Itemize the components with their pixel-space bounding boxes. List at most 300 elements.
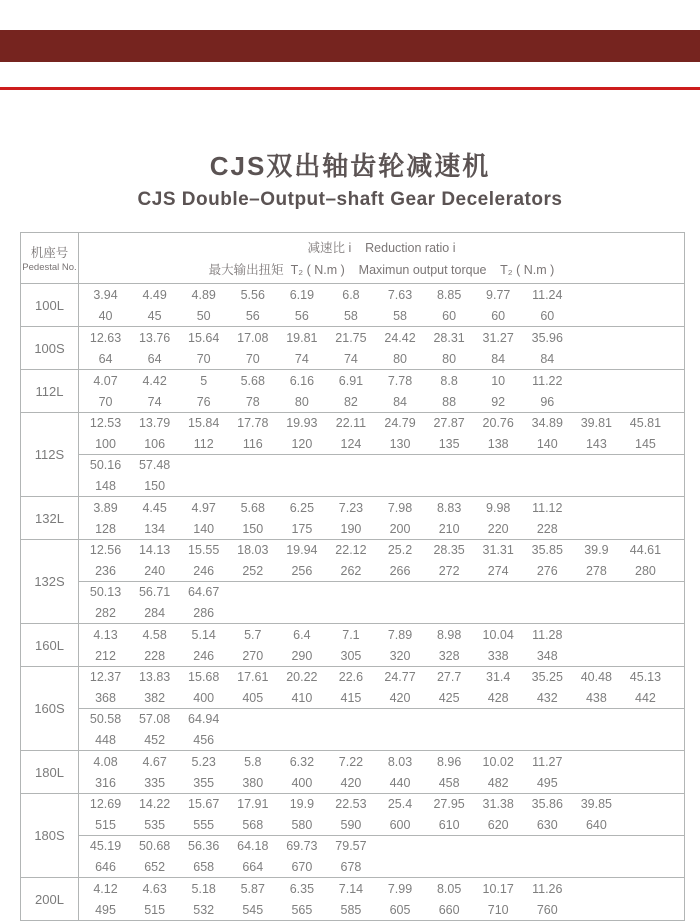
ratio-cell: 4.58 [142, 627, 167, 642]
sub-row [79, 581, 684, 623]
table-row-group [21, 284, 684, 327]
torque-cell: 134 [144, 521, 166, 536]
torque-cell: 710 [487, 902, 509, 917]
ratio-cell: 57.08 [138, 712, 171, 727]
torque-cell: 252 [242, 563, 264, 578]
torque-cell: 410 [291, 690, 313, 705]
torque-cell: 212 [95, 648, 116, 663]
torque-cell: 380 [242, 775, 264, 790]
torque-cell: 338 [487, 648, 509, 663]
ratio-cell: 50.58 [89, 712, 122, 727]
torques-line [81, 561, 670, 582]
model-label [21, 284, 79, 326]
ratio-cell: 5.14 [191, 627, 216, 642]
torque-cell: 580 [291, 817, 313, 832]
reduction-ratio-header: 减速比 i Reduction ratio i [307, 241, 456, 255]
table-row-group [21, 370, 684, 413]
ratio-cell: 7.89 [387, 627, 413, 642]
red-divider-line [0, 87, 700, 90]
ratio-cell: 56.36 [188, 839, 220, 854]
torque-cell: 640 [585, 817, 607, 832]
ratio-cell: 22.11 [335, 416, 367, 431]
ratio-cell: 3.94 [93, 287, 118, 302]
data-area [79, 667, 684, 750]
data-area [79, 878, 684, 920]
ratio-cell: 50.68 [138, 839, 171, 854]
ratio-cell: 11.28 [532, 627, 563, 642]
ratio-cell: 25.4 [387, 797, 413, 812]
torque-cell: 74 [343, 351, 358, 366]
torque-cell: 660 [438, 902, 460, 917]
ratio-cell: 13.76 [138, 330, 171, 345]
sub-row [79, 327, 684, 369]
ratio-cell: 20.76 [482, 416, 514, 431]
top-banner-bar [0, 30, 700, 62]
model-name-text: 100L [35, 297, 64, 313]
ratio-cell: 8.96 [436, 754, 462, 769]
torque-cell: 284 [144, 605, 166, 620]
data-area [79, 284, 684, 326]
ratio-cell: 5.87 [240, 881, 265, 896]
torques-line [81, 476, 670, 497]
sub-row [79, 413, 684, 454]
ratio-cell: 3.89 [93, 500, 118, 515]
ratio-cell: 4.97 [191, 500, 216, 515]
torque-cell: 150 [144, 478, 166, 493]
model-name-text: 200L [35, 891, 64, 907]
torque-cell: 262 [340, 563, 362, 578]
ratio-cell: 10.04 [482, 627, 514, 642]
torque-cell: 495 [95, 902, 116, 917]
ratio-cell: 15.67 [188, 797, 220, 812]
torque-cell: 148 [95, 478, 116, 493]
sub-row [79, 835, 684, 877]
torque-cell: 70 [245, 351, 260, 366]
torques-line [81, 815, 670, 836]
ratio-cell: 8.8 [440, 373, 458, 388]
torque-cell: 236 [95, 563, 116, 578]
table-row-group [21, 413, 684, 497]
ratio-cell: 35.86 [531, 797, 563, 812]
torque-cell: 64 [98, 351, 113, 366]
ratio-cell: 64.67 [188, 585, 220, 600]
ratio-cell: 6.91 [338, 373, 364, 388]
ratio-cell: 7.98 [387, 500, 413, 515]
torque-cell: 84 [393, 394, 407, 409]
data-area [79, 413, 684, 496]
ratio-cell: 4.07 [93, 373, 118, 388]
ratio-cell: 24.79 [384, 416, 416, 431]
ratio-cell: 14.13 [138, 543, 171, 558]
ratio-cell: 4.45 [142, 500, 167, 515]
torque-cell: 140 [536, 436, 558, 451]
torque-cell: 220 [487, 521, 509, 536]
ratio-cell: 7.78 [387, 373, 413, 388]
torque-cell: 442 [635, 690, 656, 705]
torque-cell: 515 [95, 817, 116, 832]
ratio-cell: 7.1 [342, 627, 360, 642]
torque-cell: 515 [144, 902, 166, 917]
ratio-cell: 8.03 [387, 754, 413, 769]
ratio-cell: 10.02 [482, 754, 514, 769]
ratio-cell: 8.85 [436, 287, 462, 302]
torque-cell: 92 [491, 394, 506, 409]
torque-cell: 545 [242, 902, 264, 917]
ratio-cell: 57.48 [138, 458, 171, 473]
torque-cell: 760 [536, 902, 558, 917]
torque-cell: 368 [95, 690, 116, 705]
torque-cell: 145 [635, 436, 656, 451]
torque-cell: 70 [196, 351, 211, 366]
torque-cell: 106 [144, 436, 166, 451]
ratio-cell: 5.7 [244, 627, 262, 642]
ratio-cell: 50.13 [89, 585, 122, 600]
ratio-cell: 18.03 [237, 543, 269, 558]
ratio-cell: 14.22 [138, 797, 171, 812]
ratio-cell: 4.13 [93, 627, 118, 642]
table-row-group [21, 751, 684, 794]
torque-cell: 286 [193, 605, 215, 620]
torque-cell: 150 [242, 521, 264, 536]
ratio-cell: 31.27 [482, 330, 514, 345]
table-row-group [21, 667, 684, 751]
torque-cell: 452 [144, 732, 166, 747]
ratio-cell: 34.89 [531, 416, 563, 431]
table-body [21, 284, 684, 920]
torque-cell: 143 [585, 436, 607, 451]
torque-cell: 565 [291, 902, 313, 917]
ratio-cell: 64.94 [188, 712, 220, 727]
ratios-line [81, 540, 670, 561]
ratio-cell: 20.22 [286, 670, 318, 685]
table-row-group [21, 540, 684, 624]
torque-cell: 355 [193, 775, 215, 790]
ratio-cell: 10.17 [482, 881, 514, 896]
torque-cell: 316 [95, 775, 116, 790]
torque-cell: 420 [389, 690, 411, 705]
sub-row [79, 540, 684, 581]
ratio-cell: 7.14 [338, 881, 364, 896]
ratio-cell: 24.77 [384, 670, 416, 685]
torque-cell: 60 [442, 308, 457, 323]
torque-cell: 278 [585, 563, 607, 578]
table-row-group [21, 878, 684, 920]
torques-line [81, 305, 670, 326]
ratio-cell: 19.94 [286, 543, 318, 558]
torque-cell: 585 [340, 902, 362, 917]
torques-line [81, 772, 670, 793]
model-name-text: 112S [34, 447, 65, 462]
ratios-line [81, 709, 670, 730]
sub-row [79, 751, 684, 793]
ratio-cell: 8.05 [436, 881, 462, 896]
torque-cell: 175 [291, 521, 313, 536]
ratio-cell: 15.68 [188, 670, 220, 685]
ratio-cell: 5.56 [240, 287, 265, 302]
torque-cell: 74 [294, 351, 309, 366]
ratios-line [81, 624, 670, 645]
torque-cell: 78 [245, 394, 260, 409]
pedestal-header-cell [21, 233, 79, 283]
torque-cell: 135 [438, 436, 460, 451]
ratio-cell: 5.18 [191, 881, 216, 896]
model-label [21, 497, 79, 539]
torque-cell: 320 [389, 648, 411, 663]
pedestal-label-en: Pedestal No. [22, 262, 77, 273]
model-label [21, 370, 79, 412]
model-label [21, 624, 79, 666]
ratio-cell: 22.6 [338, 670, 364, 685]
ratio-cell: 22.12 [335, 543, 367, 558]
torque-cell: 555 [193, 817, 215, 832]
ratio-cell: 7.23 [338, 500, 364, 515]
ratios-line [81, 284, 670, 305]
torque-cell: 630 [536, 817, 558, 832]
ratio-cell: 27.7 [436, 670, 462, 685]
ratio-cell: 25.2 [387, 543, 413, 558]
ratio-cell: 13.79 [138, 416, 171, 431]
page-title-english: CJS Double–Output–shaft Gear Decelerators [137, 189, 563, 210]
sub-row [79, 708, 684, 750]
ratios-line [81, 370, 670, 391]
ratio-cell: 35.96 [531, 330, 563, 345]
torque-cell: 482 [487, 775, 509, 790]
torque-cell: 246 [193, 648, 215, 663]
pedestal-label-cn: 机座号 [30, 246, 69, 260]
ratio-cell: 6.32 [289, 754, 315, 769]
torque-cell: 652 [144, 859, 166, 874]
torque-cell: 400 [291, 775, 313, 790]
torque-cell: 210 [438, 521, 460, 536]
data-area [79, 497, 684, 539]
ratio-cell: 7.99 [387, 881, 413, 896]
torque-cell: 400 [193, 690, 215, 705]
ratio-cell: 19.9 [289, 797, 315, 812]
torque-cell: 646 [95, 859, 116, 874]
ratio-cell: 4.49 [142, 287, 167, 302]
model-label [21, 751, 79, 793]
torque-cell: 535 [144, 817, 166, 832]
ratio-cell: 9.98 [486, 500, 511, 515]
data-area [79, 370, 684, 412]
ratio-cell: 5.68 [240, 500, 265, 515]
ratio-cell: 11.26 [532, 881, 563, 896]
ratio-cell: 7.63 [387, 287, 413, 302]
torque-cell: 40 [98, 308, 113, 323]
ratio-cell: 6.8 [342, 287, 360, 302]
torque-cell: 495 [536, 775, 558, 790]
table-header-row [21, 233, 684, 284]
ratio-cell: 17.08 [237, 330, 269, 345]
sub-row [79, 497, 684, 539]
torque-cell: 240 [144, 563, 166, 578]
ratio-cell: 15.55 [188, 543, 220, 558]
ratios-line [81, 836, 670, 857]
ratios-line [81, 794, 670, 815]
torque-cell: 432 [536, 690, 558, 705]
ratio-cell: 6.19 [289, 287, 315, 302]
torque-cell: 335 [144, 775, 166, 790]
model-name-text: 180S [34, 828, 65, 843]
ratio-cell: 8.83 [436, 500, 462, 515]
torque-cell: 670 [291, 859, 313, 874]
torque-cell: 448 [95, 732, 116, 747]
torque-cell: 270 [242, 648, 264, 663]
torque-cell: 420 [340, 775, 362, 790]
model-label [21, 540, 79, 623]
torque-cell: 80 [393, 351, 407, 366]
torque-cell: 382 [144, 690, 166, 705]
ratio-cell: 5.23 [191, 754, 216, 769]
torque-cell: 116 [242, 436, 263, 451]
ratio-cell: 17.78 [237, 416, 269, 431]
torque-cell: 74 [147, 394, 162, 409]
ratio-cell: 5.8 [244, 754, 262, 769]
torques-line [81, 688, 670, 709]
ratio-cell: 12.69 [89, 797, 122, 812]
ratio-cell: 4.42 [142, 373, 167, 388]
torque-cell: 425 [438, 690, 460, 705]
ratio-cell: 31.4 [486, 670, 511, 685]
torque-cell: 45 [147, 308, 162, 323]
torque-cell: 84 [491, 351, 506, 366]
model-name-text: 180L [35, 764, 64, 780]
torque-cell: 138 [487, 436, 509, 451]
torque-cell: 60 [491, 308, 506, 323]
torque-cell: 124 [340, 436, 362, 451]
ratio-cell: 8.98 [436, 627, 462, 642]
ratio-cell: 15.64 [188, 330, 220, 345]
torque-cell: 458 [438, 775, 460, 790]
ratio-cell: 6.4 [293, 627, 311, 642]
ratio-cell: 4.63 [142, 881, 167, 896]
ratio-cell: 13.83 [138, 670, 171, 685]
model-label [21, 667, 79, 750]
ratio-cell: 9.77 [486, 287, 511, 302]
ratios-line [81, 582, 670, 603]
ratio-cell: 21.75 [335, 330, 367, 345]
model-name-text: 100S [34, 340, 65, 356]
torque-cell: 256 [291, 563, 313, 578]
torque-cell: 266 [389, 563, 411, 578]
torque-cell: 328 [438, 648, 460, 663]
ratio-cell: 15.84 [188, 416, 220, 431]
ratios-line [81, 667, 670, 688]
ratio-cell: 24.42 [384, 330, 416, 345]
ratio-cell: 45.81 [629, 416, 662, 431]
sub-row [79, 624, 684, 666]
ratio-cell: 12.63 [89, 330, 122, 345]
torque-cell: 64 [147, 351, 162, 366]
torque-cell: 664 [242, 859, 264, 874]
ratio-cell: 12.37 [89, 670, 122, 685]
data-area [79, 624, 684, 666]
max-output-torque-header: 最大输出扭矩 T₂ ( N.m ) Maximun output torque T₂ ( N.m ) [208, 263, 555, 277]
torques-line [81, 391, 670, 412]
ratio-cell: 11.27 [532, 754, 563, 769]
torque-cell: 620 [487, 817, 509, 832]
torque-cell: 120 [291, 436, 313, 451]
torque-cell: 274 [487, 563, 509, 578]
torque-cell: 348 [536, 648, 558, 663]
ratio-cell: 6.16 [289, 373, 315, 388]
torque-cell: 200 [389, 521, 411, 536]
model-name-text: 160S [34, 701, 65, 716]
ratios-line [81, 327, 670, 348]
torque-cell: 76 [196, 394, 211, 409]
ratio-cell: 6.25 [289, 500, 315, 515]
torque-cell: 60 [540, 308, 555, 323]
torque-cell: 280 [635, 563, 656, 578]
ratio-cell: 6.35 [289, 881, 315, 896]
torque-cell: 568 [242, 817, 264, 832]
torque-cell: 438 [585, 690, 607, 705]
table-row-group [21, 327, 684, 370]
sub-row [79, 370, 684, 412]
torque-cell: 130 [389, 436, 411, 451]
torque-cell: 80 [442, 351, 457, 366]
table-row-group [21, 794, 684, 878]
sub-row [79, 454, 684, 496]
ratio-cell: 28.35 [433, 543, 465, 558]
torque-cell: 112 [193, 436, 214, 451]
ratio-cell: 35.85 [531, 543, 563, 558]
torque-cell: 128 [95, 521, 116, 536]
ratio-cell: 45.19 [89, 839, 122, 854]
ratio-cell: 17.61 [237, 670, 269, 685]
torque-cell: 600 [389, 817, 411, 832]
ratio-cell: 56.71 [138, 585, 171, 600]
torque-cell: 228 [144, 648, 166, 663]
sub-row [79, 878, 684, 920]
ratio-cell: 27.95 [433, 797, 465, 812]
ratio-cell: 19.93 [286, 416, 318, 431]
torques-line [81, 434, 670, 455]
torque-cell: 440 [389, 775, 411, 790]
title-block [0, 146, 700, 211]
torque-cell: 276 [536, 563, 558, 578]
torque-cell: 228 [536, 521, 558, 536]
torques-line [81, 518, 670, 539]
ratio-cell: 4.12 [93, 881, 118, 896]
ratio-cell: 40.48 [580, 670, 612, 685]
ratios-line [81, 878, 670, 899]
torque-cell: 58 [343, 308, 358, 323]
model-label [21, 794, 79, 877]
ratio-cell: 22.53 [335, 797, 367, 812]
ratio-cell: 5.68 [240, 373, 265, 388]
ratio-cell: 5 [200, 373, 208, 388]
ratio-cell: 4.08 [93, 754, 118, 769]
ratios-line [81, 455, 670, 476]
model-label [21, 413, 79, 496]
ratio-cell: 12.56 [89, 543, 122, 558]
sub-row [79, 667, 684, 708]
ratio-cell: 11.12 [532, 500, 563, 515]
ratio-cell: 11.24 [532, 287, 563, 302]
data-area [79, 751, 684, 793]
torque-cell: 456 [193, 732, 215, 747]
ratio-cell: 39.9 [584, 543, 609, 558]
specification-table [20, 232, 685, 921]
torque-cell: 290 [291, 648, 313, 663]
model-name-text: 132S [34, 574, 65, 589]
data-area [79, 327, 684, 369]
ratio-header-cell [79, 233, 684, 283]
ratio-cell: 64.18 [237, 839, 269, 854]
torque-cell: 56 [245, 308, 260, 323]
torque-cell: 532 [193, 902, 215, 917]
